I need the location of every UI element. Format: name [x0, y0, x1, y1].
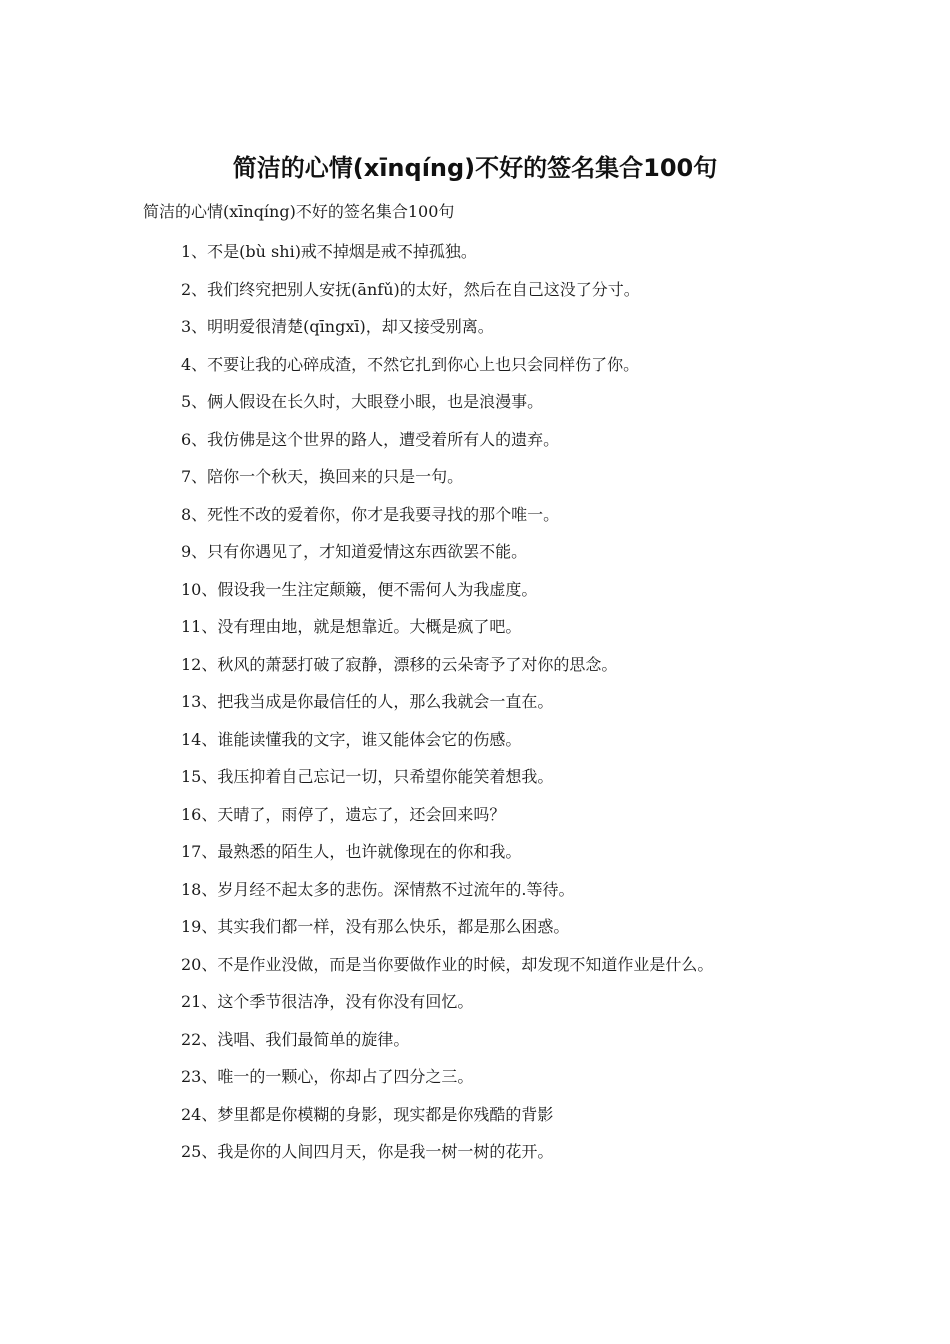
- signature-list: [143, 233, 783, 1171]
- list-item: 15、我压抑着自己忘记一切，只希望你能笑着想我。: [181, 767, 554, 786]
- list-item: 1、不是(bù shi)戒不掉烟是戒不掉孤独。: [181, 242, 477, 261]
- list-item: 13、把我当成是你最信任的人，那么我就会一直在。: [181, 692, 554, 711]
- list-item: 22、浅唱、我们最简单的旋律。: [181, 1029, 410, 1049]
- list-item: 17、最熟悉的陌生人，也许就像现在的你和我。: [181, 842, 522, 861]
- list-item: 23、唯一的一颗心，你却占了四分之三。: [181, 1067, 474, 1086]
- list-item: 25、我是你的人间四月天，你是我一树一树的花开。: [181, 1142, 554, 1161]
- list-item: 8、死性不改的爱着你，你才是我要寻找的那个唯一。: [181, 504, 560, 524]
- list-item: 19、其实我们都一样，没有那么快乐，都是那么困惑。: [181, 917, 570, 936]
- list-item: 2、我们终究把别人安抚(ānfǔ)的太好，然后在自己这没了分寸。: [181, 279, 640, 299]
- list-item: 7、陪你一个秋天，换回来的只是一句。: [181, 467, 464, 486]
- list-item: 18、岁月经不起太多的悲伤。深情熬不过流年的.等待。: [181, 879, 575, 899]
- list-item: 4、不要让我的心碎成渣，不然它扎到你心上也只会同样伤了你。: [181, 354, 640, 374]
- list-item: 21、这个季节很洁净，没有你没有回忆。: [181, 992, 474, 1011]
- document-subtitle: 简洁的心情(xīnqíng)不好的签名集合100句: [143, 202, 455, 221]
- list-item: 20、不是作业没做，而是当你要做作业的时候，却发现不知道作业是什么。: [181, 954, 714, 974]
- list-item: 16、天晴了，雨停了，遗忘了，还会回来吗？: [181, 804, 506, 824]
- list-item: 10、假设我一生注定颠簸，便不需何人为我虚度。: [181, 579, 538, 599]
- list-item: 24、梦里都是你模糊的身影，现实都是你残酷的背影: [181, 1104, 554, 1124]
- list-item: 6、我仿佛是这个世界的路人，遭受着所有人的遗弃。: [181, 429, 560, 449]
- list-item: 12、秋风的萧瑟打破了寂静，漂移的云朵寄予了对你的思念。: [181, 654, 618, 674]
- document-title: 简洁的心情(xīnqíng)不好的签名集合100句: [232, 154, 718, 182]
- list-item: 5、俩人假设在长久时，大眼登小眼，也是浪漫事。: [181, 392, 544, 411]
- list-item: 3、明明爱很清楚(qīngxī)，却又接受别离。: [181, 317, 494, 336]
- list-item: 11、没有理由地，就是想靠近。大概是疯了吧。: [181, 617, 522, 636]
- list-item: 14、谁能读懂我的文字，谁又能体会它的伤感。: [181, 729, 522, 749]
- list-item: 9、只有你遇见了，才知道爱情这东西欲罢不能。: [181, 542, 528, 561]
